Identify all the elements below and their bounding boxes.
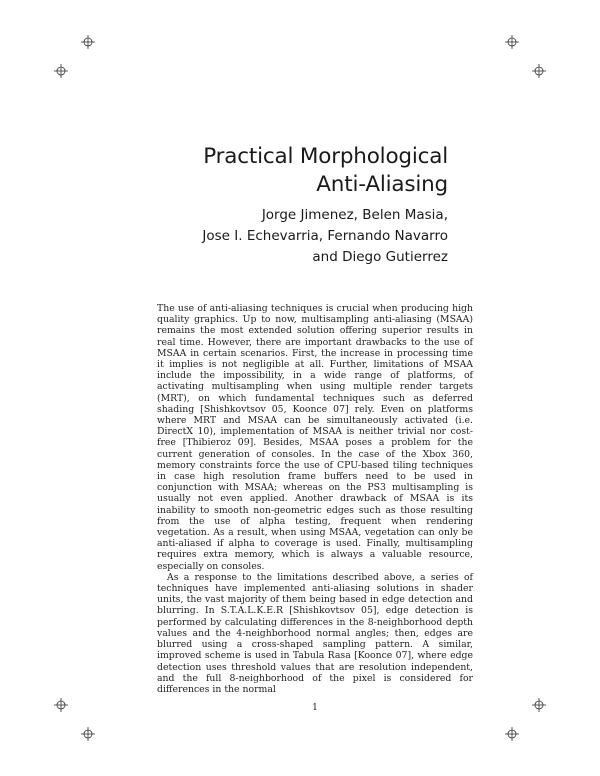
author-list [150, 205, 448, 268]
body-text [157, 303, 473, 695]
title-line-2: Anti-Aliasing [316, 172, 448, 197]
paper-title [150, 143, 448, 199]
crop-mark-bottom-right-horizontal-icon [532, 698, 546, 712]
body-paragraph-1: The use of anti-aliasing techniques is crucial when producing high quality graphics. Up to now, multisampling anti-aliasing (MSAA) remains the most extended solution offering superior results in real time. However, there are important drawbacks to the use of MSAA in certain scenarios. First, the increase in processing time it implies is not negligible at all. Further, limitations of MSAA include the impossibility, in a wide range of platforms, of activating multisampling when using multiple render targets (MRT), on which fundamental techniques such as deferred shading [Shishkovtsov 05, Koonce 07] rely. Even on platforms where MRT and MSAA can be simultaneously activated (i.e. DirectX 10), implementation of MSAA is neither trivial nor cost-free [Thibieroz 09]. Besides, MSAA poses a problem for the current generation of consoles. In the case of the Xbox 360, memory constraints force the use of CPU-based tiling techniques in case high resolution frame buffers need to be used in conjunction with MSAA; whereas on the PS3 multisampling is usually not even applied. Another drawback of MSAA is its inability to smooth non-geometric edges such as those resulting from the use of alpha testing, frequent when rendering vegetation. As a result, when using MSAA, vegetation can only be anti-aliased if alpha to coverage is used. Finally, multisampling requires extra memory, which is always a valuable resource, especially on consoles. [157, 303, 473, 572]
author-line-3: and Diego Gutierrez [312, 249, 448, 265]
crop-mark-bottom-right-vertical-icon [505, 727, 519, 741]
crop-mark-top-left-vertical-icon [81, 35, 95, 49]
crop-mark-top-right-horizontal-icon [532, 64, 546, 78]
crop-mark-top-right-vertical-icon [505, 35, 519, 49]
body-paragraph-2: As a response to the limitations described above, a series of techniques have implemented anti-aliasing solutions in shader units, the vast majority of them being based in edge detection and blurring. In S.T.A.L.K.E.R [Shishkovtsov 05], edge detection is performed by calculating differences in the 8-neighborhood depth values and the 4-neighborhood normal angles; then, edges are blurred using a cross-shaped sampling pattern. A similar, improved scheme is used in Tabula Rasa [Koonce 07], where edge detection uses threshold values that are resolution independent, and the full 8-neighborhood of the pixel is considered for differences in the normal [157, 571, 473, 695]
page-number: 1 [312, 703, 318, 713]
crop-mark-top-left-horizontal-icon [54, 64, 68, 78]
title-line-1: Practical Morphological [203, 144, 448, 169]
crop-mark-bottom-left-horizontal-icon [54, 698, 68, 712]
author-line-1: Jorge Jimenez, Belen Masia, [261, 207, 448, 223]
crop-mark-bottom-left-vertical-icon [81, 727, 95, 741]
author-line-2: Jose I. Echevarria, Fernando Navarro [202, 228, 448, 244]
